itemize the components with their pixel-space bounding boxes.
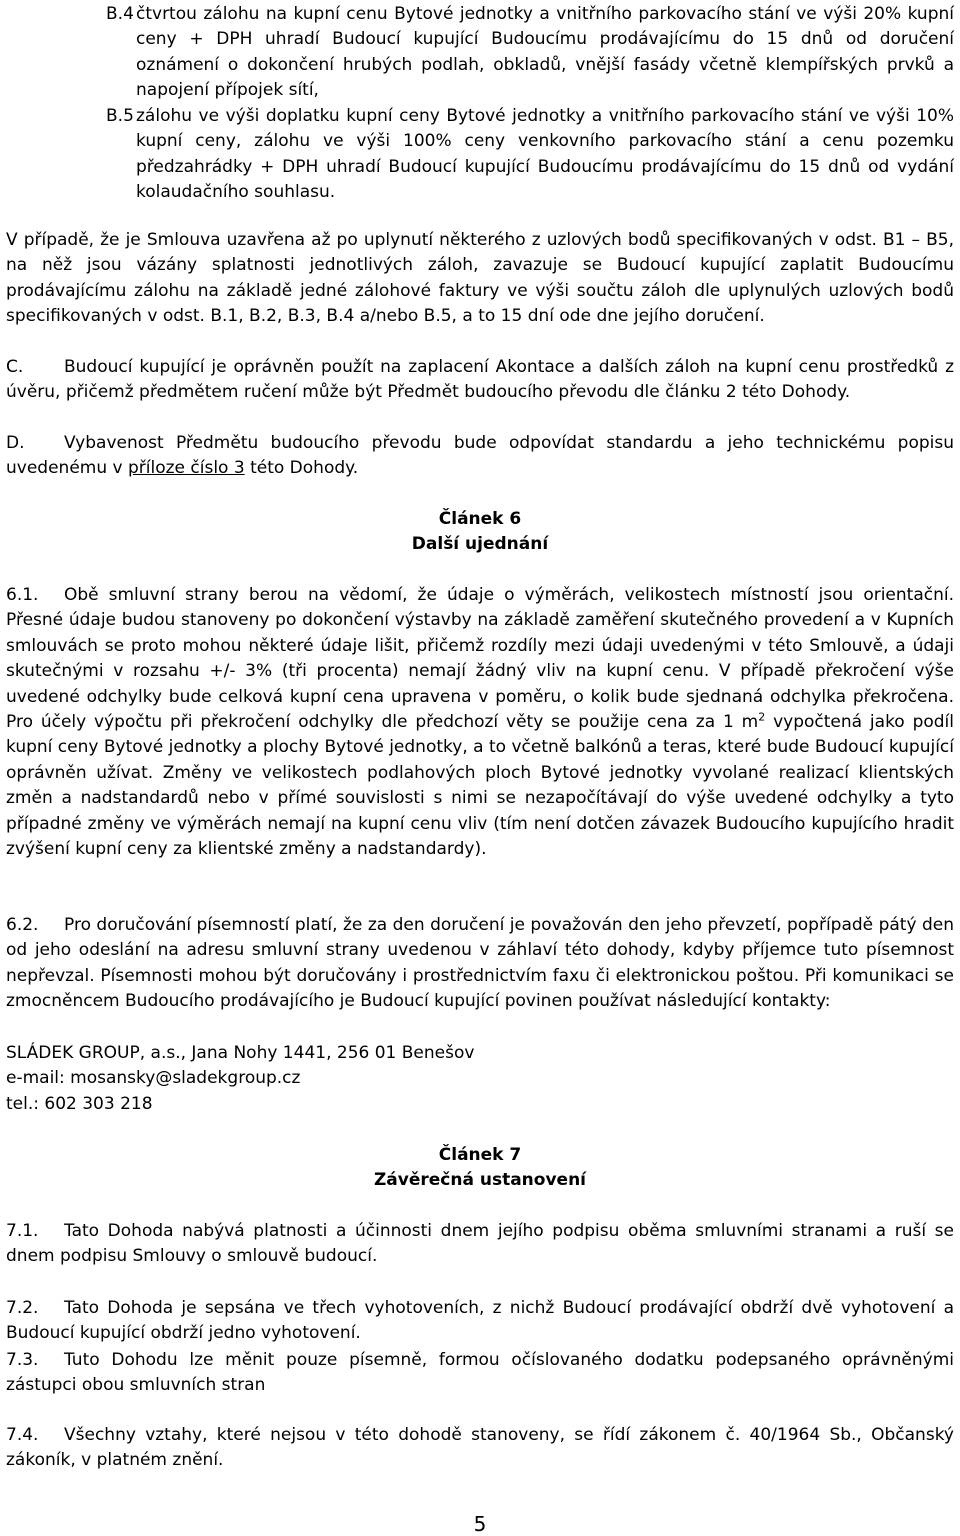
article-7-subtitle: Závěrečná ustanovení <box>373 1170 587 1190</box>
paragraph-text: Tato Dohoda je sepsána ve třech vyhotoveních, z nichž Budoucí prodávající obdrží dvě vyhotovení a Budoucí kupující obdrží jedno vyhotovení. <box>6 1298 954 1344</box>
paragraph-text: Tuto Dohodu lze měnit pouze písemně, formou očíslovaného dodatku podepsaného oprávněnými zástupci obou smluvních stran <box>6 1350 954 1396</box>
clause-label: B.4 <box>106 4 134 24</box>
paragraph-text: Všechny vztahy, které nejsou v této dohodě stanoveny, se řídí zákonem č. 40/1964 Sb., Občanský zákoník, v platném znění. <box>6 1425 954 1471</box>
paragraph-text: Vybavenost Předmětu budoucího převodu bude odpovídat standardu a jeho technickému popisu uvedenému v <box>6 433 954 479</box>
paragraph-7-3 <box>6 1348 954 1399</box>
paragraph-label: C. <box>6 357 24 377</box>
paragraph-number: 7.4. <box>6 1425 39 1445</box>
article-6-subtitle: Další ujednání <box>411 534 549 554</box>
paragraph-6-2 <box>6 913 954 1015</box>
contact-phone: tel.: 602 303 218 <box>6 1094 153 1114</box>
paragraph-number: 6.1. <box>6 585 39 605</box>
attachment-link[interactable]: příloze číslo 3 <box>127 458 245 479</box>
clause-text: zálohu ve výši doplatku kupní ceny Bytové jednotky a vnitřního parkovacího stání ve výši 10% kupní ceny, zálohu ve výši 100% ceny venkovního parkovacího stání a cenu pozemku předzahrádky + DPH uhradí Budoucí kupující Budoucímu prodávajícímu do 15 dnů od vydání kolaudačního souhlasu. <box>136 106 954 203</box>
paragraph-d <box>6 431 954 482</box>
paragraph-number: 7.3. <box>6 1350 39 1370</box>
paragraph-text-end: této Dohody. <box>250 458 359 479</box>
article-7-title: Článek 7 <box>438 1145 522 1165</box>
article-6-title: Článek 6 <box>438 509 522 529</box>
paragraph-6-1 <box>6 583 954 862</box>
paragraph-7-4 <box>6 1423 954 1474</box>
paragraph-number: 6.2. <box>6 915 39 935</box>
paragraph-text: Tato Dohoda nabývá platnosti a účinnosti dnem jejího podpisu oběma smluvními stranami a ruší se dnem podpisu Smlouvy o smlouvě budoucí. <box>6 1221 954 1267</box>
contact-address: SLÁDEK GROUP, a.s., Jana Nohy 1441, 256 01 Benešov <box>6 1043 475 1063</box>
paragraph-text-continued: vypočtená jako podíl kupní ceny Bytové jednotky a plochy Bytové jednotky, a to včetně balkónů a teras, které bude Budoucí kupující oprávněn užívat. Změny ve velikostech podlahových ploch Bytové jednotky vyvolané realizací klientských změn a nadstandardů nebo v přímé souvislosti s nimi se nezapočítávají do výše uvedené odchylky a tyto případné změny ve výměrách nemají na kupní cenu vliv (tím není dotčen závazek Budoucího kupujícího hradit zvýšení kupní ceny za klientské změny a nadstandardy). <box>6 712 954 860</box>
paragraph-7-2 <box>6 1296 954 1347</box>
paragraph-text: Obě smluvní strany berou na vědomí, že údaje o výměrách, velikostech místností jsou orientační. Přesné údaje budou stanoveny po dokončení výstavby na základě zaměření skutečného provedení a v Kupních smlouvách se proto mohou některé údaje lišit, přičemž rozdíly mezi údaji uvedenými v této Smlouvě, a údaji skutečnými v rozsahu +/- 3% (tři procenta) nemají žádný vliv na kupní cenu. V případě překročení výše uvedené odchylky bude celková kupní cena upravena v poměru, o kolik bude sjednaná odchylka překročena. Pro účely výpočtu při překročení odchylky dle předchozí věty se použije cena za 1 m <box>6 585 954 733</box>
clause-b5 <box>106 104 954 206</box>
paragraph-c <box>6 355 954 406</box>
paragraph-number: 7.2. <box>6 1298 39 1318</box>
clause-b4 <box>106 2 954 104</box>
contact-email: e-mail: mosansky@sladekgroup.cz <box>6 1068 301 1088</box>
paragraph-7-1 <box>6 1219 954 1270</box>
clause-text: čtvrtou zálohu na kupní cenu Bytové jednotky a vnitřního parkovacího stání ve výši 20% kupní ceny + DPH uhradí Budoucí kupující Budoucímu prodávajícímu do 15 dnů od doručení oznámení o dokončení hrubých podlah, obkladů, vnější fasády včetně klempířských prvků a napojení přípojek sítí, <box>136 4 954 101</box>
superscript: 2 <box>758 710 766 724</box>
paragraph-number: 7.1. <box>6 1221 39 1241</box>
paragraph-text: Budoucí kupující je oprávněn použít na zaplacení Akontace a dalších záloh na kupní cenu prostředků z úvěru, přičemž předmětem ručení může být Předmět budoucího převodu dle článku 2 této Dohody. <box>6 357 954 403</box>
page-number: 5 <box>473 1512 487 1536</box>
clause-label: B.5 <box>106 106 134 126</box>
paragraph-label: D. <box>6 433 25 453</box>
paragraph-text: Pro doručování písemností platí, že za den doručení je považován den jeho převzetí, popřípadě pátý den od jeho odeslání na adresu smluvní strany uvedenou v záhlaví této dohody, kdyby příjemce tuto písemnost nepřevzal. Písemnosti mohou být doručovány i prostřednictvím faxu či elektronickou poštou. Při komunikaci se zmocněncem Budoucího prodávajícího je Budoucí kupující povinen používat následující kontakty: <box>6 915 954 1012</box>
paragraph-v-pripade: V případě, že je Smlouva uzavřena až po uplynutí některého z uzlových bodů specifikovaných v odst. B1 – B5, na něž jsou vázány splatnosti jednotlivých záloh, zavazuje se Budoucí kupující zaplatit Budoucímu prodávajícímu zálohu na základě jedné zálohové faktury ve výši součtu záloh dle uplynulých uzlových bodů specifikovaných v odst. B.1, B.2, B.3, B.4 a/nebo B.5, a to 15 dní ode dne jejího doručení. <box>6 230 954 327</box>
